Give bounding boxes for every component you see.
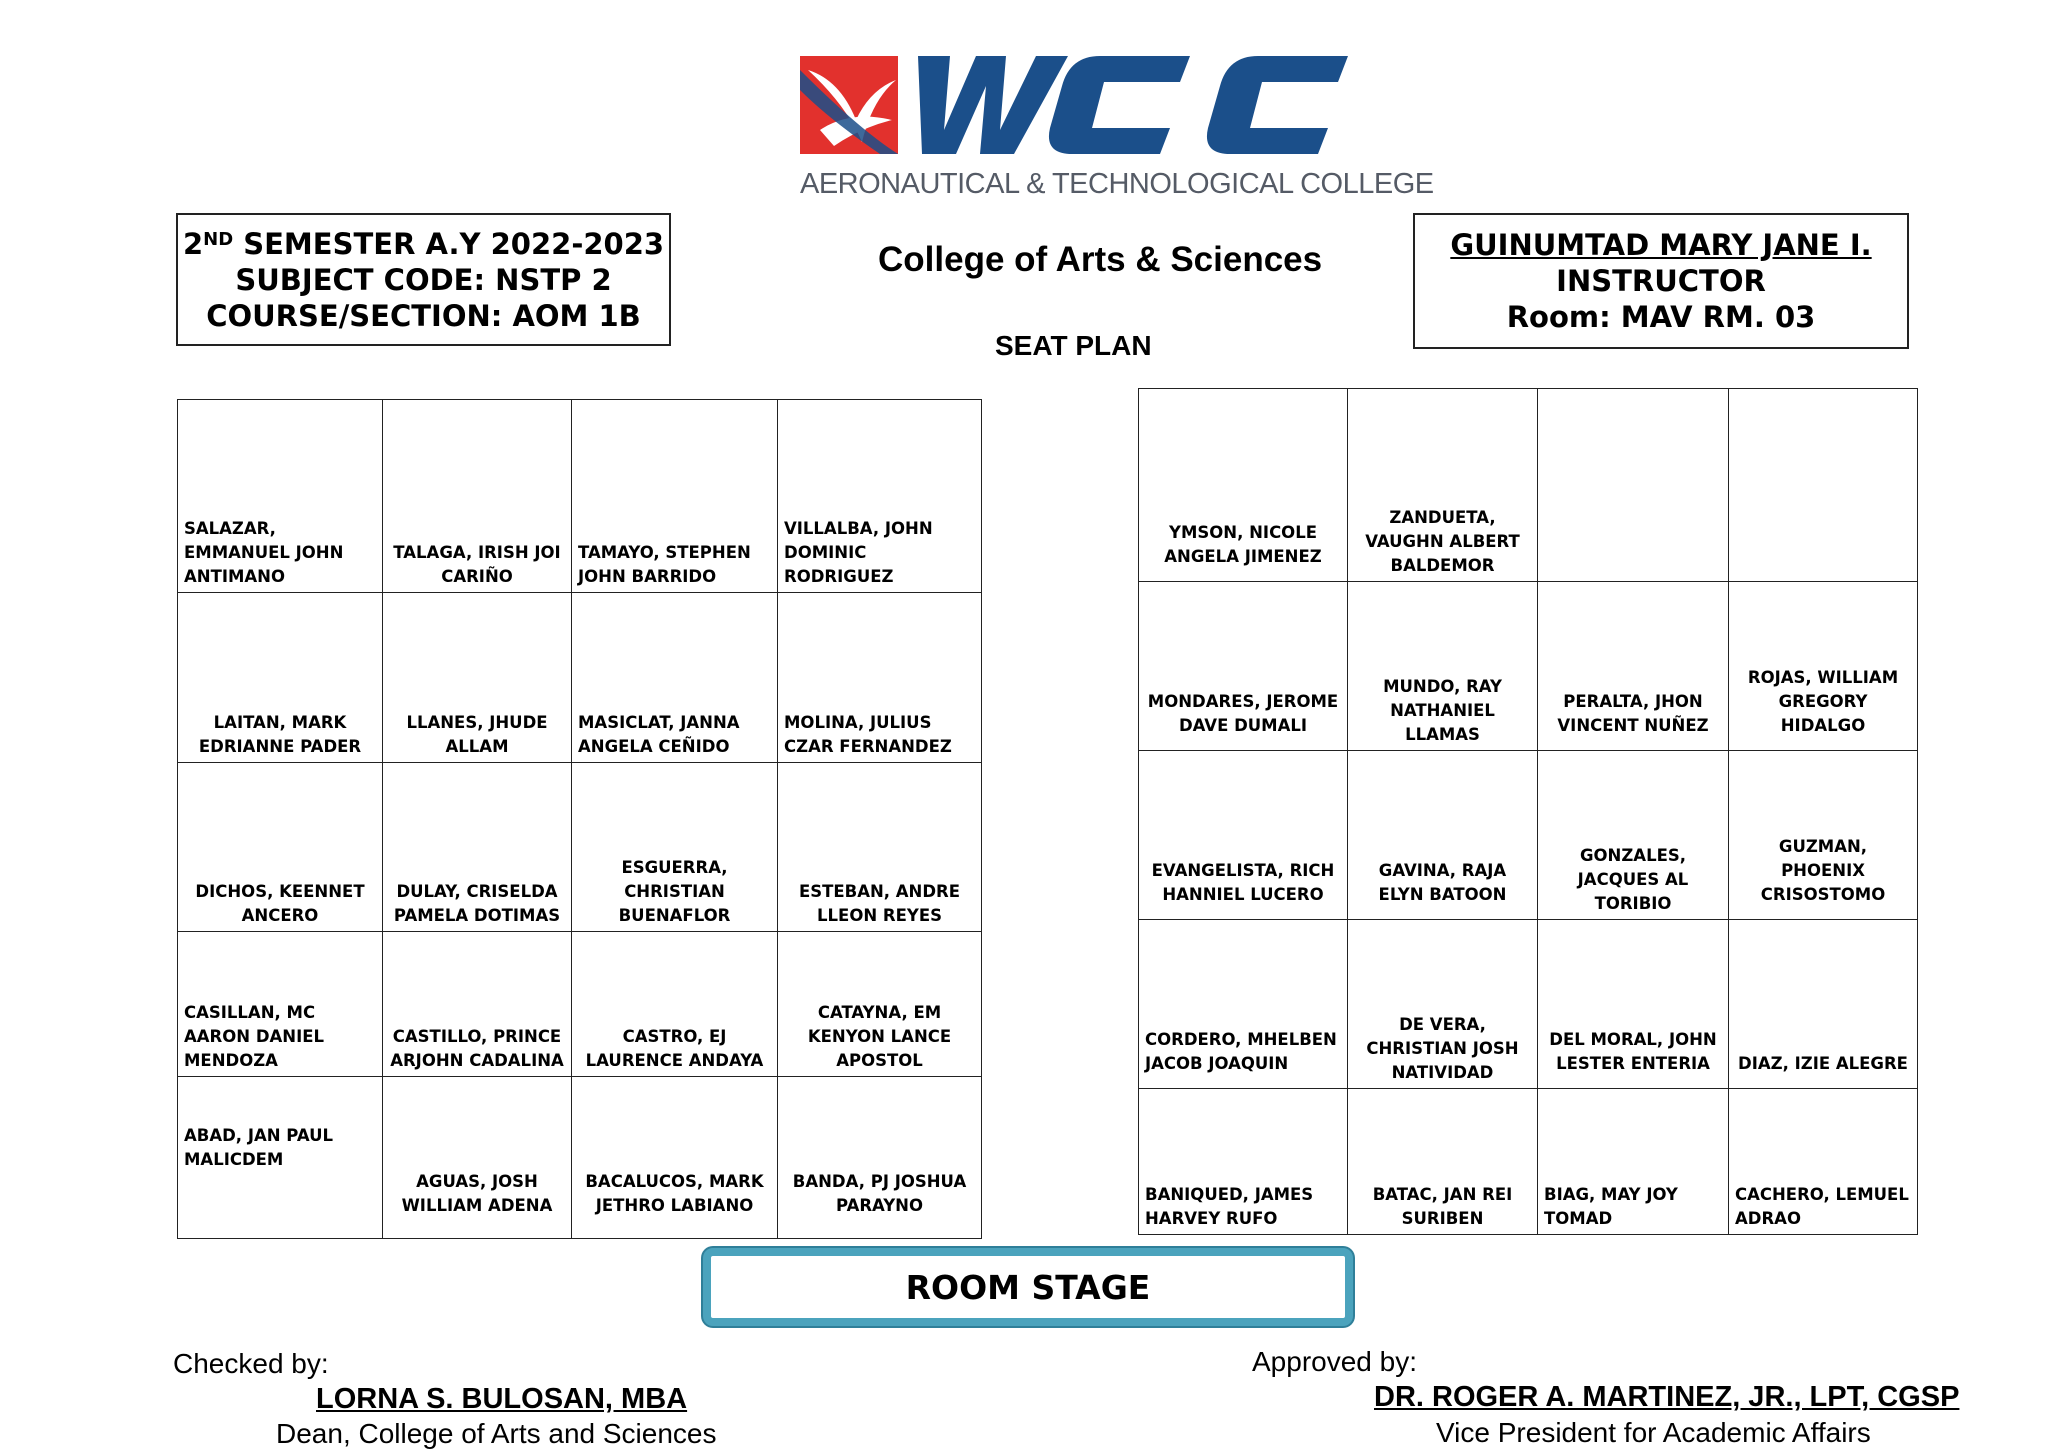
seat-cell: YMSON, NICOLE ANGELA JIMENEZ xyxy=(1139,389,1348,582)
room-stage: ROOM STAGE xyxy=(703,1248,1353,1326)
seat-cell: PERALTA, JHON VINCENT NUÑEZ xyxy=(1538,582,1729,751)
checked-by-label: Checked by: xyxy=(173,1348,329,1379)
class-info-box xyxy=(176,213,671,346)
instructor-name: GUINUMTAD MARY JANE I. xyxy=(1450,228,1872,262)
subject-code: SUBJECT CODE: NSTP 2 xyxy=(235,262,612,297)
seat-cell: CASTILLO, PRINCE ARJOHN CADALINA xyxy=(383,932,572,1077)
seat-cell xyxy=(1729,389,1918,582)
seat-cell xyxy=(1538,389,1729,582)
left-seat-table xyxy=(177,399,982,1239)
seat-row xyxy=(178,400,982,593)
seat-cell: CASTRO, EJ LAURENCE ANDAYA xyxy=(572,932,778,1077)
seat-cell: ESTEBAN, ANDRE LLEON REYES xyxy=(778,763,982,932)
approved-by-title: Vice President for Academic Affairs xyxy=(1436,1417,1871,1448)
logo-subtitle: AERONAUTICAL & TECHNOLOGICAL COLLEGE xyxy=(800,168,1434,200)
seat-cell: TAMAYO, STEPHEN JOHN BARRIDO xyxy=(572,400,778,593)
seat-cell: AGUAS, JOSH WILLIAM ADENA xyxy=(383,1077,572,1239)
seat-cell: BACALUCOS, MARK JETHRO LABIANO xyxy=(572,1077,778,1239)
course-section: COURSE/SECTION: AOM 1B xyxy=(206,298,641,333)
checked-by-name: LORNA S. BULOSAN, MBA xyxy=(316,1383,688,1415)
wcc-logo-mark xyxy=(800,50,1360,170)
seat-cell: DIAZ, IZIE ALEGRE xyxy=(1729,920,1918,1089)
seat-row xyxy=(1139,389,1918,582)
college-logo xyxy=(800,50,1434,210)
right-seat-table xyxy=(1138,388,1918,1235)
seat-cell: BANIQUED, JAMES HARVEY RUFO xyxy=(1139,1089,1348,1235)
seat-plan-title: SEAT PLAN xyxy=(995,330,1152,361)
seat-cell: TALAGA, IRISH JOI CARIÑO xyxy=(383,400,572,593)
seat-cell: GUZMAN, PHOENIX CRISOSTOMO xyxy=(1729,751,1918,920)
seat-cell: DE VERA, CHRISTIAN JOSH NATIVIDAD xyxy=(1348,920,1538,1089)
seat-cell: LLANES, JHUDE ALLAM xyxy=(383,593,572,763)
seat-row xyxy=(1139,920,1918,1089)
seat-cell: CASILLAN, MC AARON DANIEL MENDOZA xyxy=(178,932,383,1077)
instructor-info-box xyxy=(1413,213,1909,349)
room-label: Room: MAV RM. 03 xyxy=(1506,300,1816,334)
seat-cell: MONDARES, JEROME DAVE DUMALI xyxy=(1139,582,1348,751)
seat-cell: ZANDUETA, VAUGHN ALBERT BALDEMOR xyxy=(1348,389,1538,582)
seat-cell: BIAG, MAY JOY TOMAD xyxy=(1538,1089,1729,1235)
seat-row xyxy=(178,593,982,763)
seat-cell: CACHERO, LEMUEL ADRAO xyxy=(1729,1089,1918,1235)
seat-cell: GAVINA, RAJA ELYN BATOON xyxy=(1348,751,1538,920)
checked-by-title: Dean, College of Arts and Sciences xyxy=(276,1418,717,1449)
logo-emblem xyxy=(800,56,898,154)
seat-row xyxy=(1139,582,1918,751)
approved-by-label: Approved by: xyxy=(1252,1346,1417,1377)
seat-cell: BATAC, JAN REI SURIBEN xyxy=(1348,1089,1538,1235)
seat-cell: BANDA, PJ JOSHUA PARAYNO xyxy=(778,1077,982,1239)
seat-cell: DICHOS, KEENNET ANCERO xyxy=(178,763,383,932)
seat-cell: SALAZAR, EMMANUEL JOHN ANTIMANO xyxy=(178,400,383,593)
seat-cell: MASICLAT, JANNA ANGELA CEÑIDO xyxy=(572,593,778,763)
seat-row xyxy=(1139,751,1918,920)
seat-cell: DEL MORAL, JOHN LESTER ENTERIA xyxy=(1538,920,1729,1089)
seat-row xyxy=(178,763,982,932)
seat-cell: CATAYNA, EM KENYON LANCE APOSTOL xyxy=(778,932,982,1077)
seat-cell: MOLINA, JULIUS CZAR FERNANDEZ xyxy=(778,593,982,763)
seat-cell: CORDERO, MHELBEN JACOB JOAQUIN xyxy=(1139,920,1348,1089)
college-name: College of Arts & Sciences xyxy=(878,240,1323,279)
seat-cell: EVANGELISTA, RICH HANNIEL LUCERO xyxy=(1139,751,1348,920)
seat-row xyxy=(1139,1089,1918,1235)
seat-cell: GONZALES, JACQUES AL TORIBIO xyxy=(1538,751,1729,920)
seat-row xyxy=(178,932,982,1077)
approved-by-name: DR. ROGER A. MARTINEZ, JR., LPT, CGSP xyxy=(1374,1381,1960,1413)
seat-cell: ABAD, JAN PAUL MALICDEM xyxy=(178,1077,383,1239)
seat-cell: LAITAN, MARK EDRIANNE PADER xyxy=(178,593,383,763)
seat-cell: DULAY, CRISELDA PAMELA DOTIMAS xyxy=(383,763,572,932)
seat-cell: VILLALBA, JOHN DOMINIC RODRIGUEZ xyxy=(778,400,982,593)
seat-cell: ESGUERRA, CHRISTIAN BUENAFLOR xyxy=(572,763,778,932)
instructor-label: INSTRUCTOR xyxy=(1556,264,1766,298)
semester-line: 2ND SEMESTER A.Y 2022-2023 xyxy=(182,226,665,261)
seat-cell: MUNDO, RAY NATHANIEL LLAMAS xyxy=(1348,582,1538,751)
seat-row xyxy=(178,1077,982,1239)
seat-cell: ROJAS, WILLIAM GREGORY HIDALGO xyxy=(1729,582,1918,751)
